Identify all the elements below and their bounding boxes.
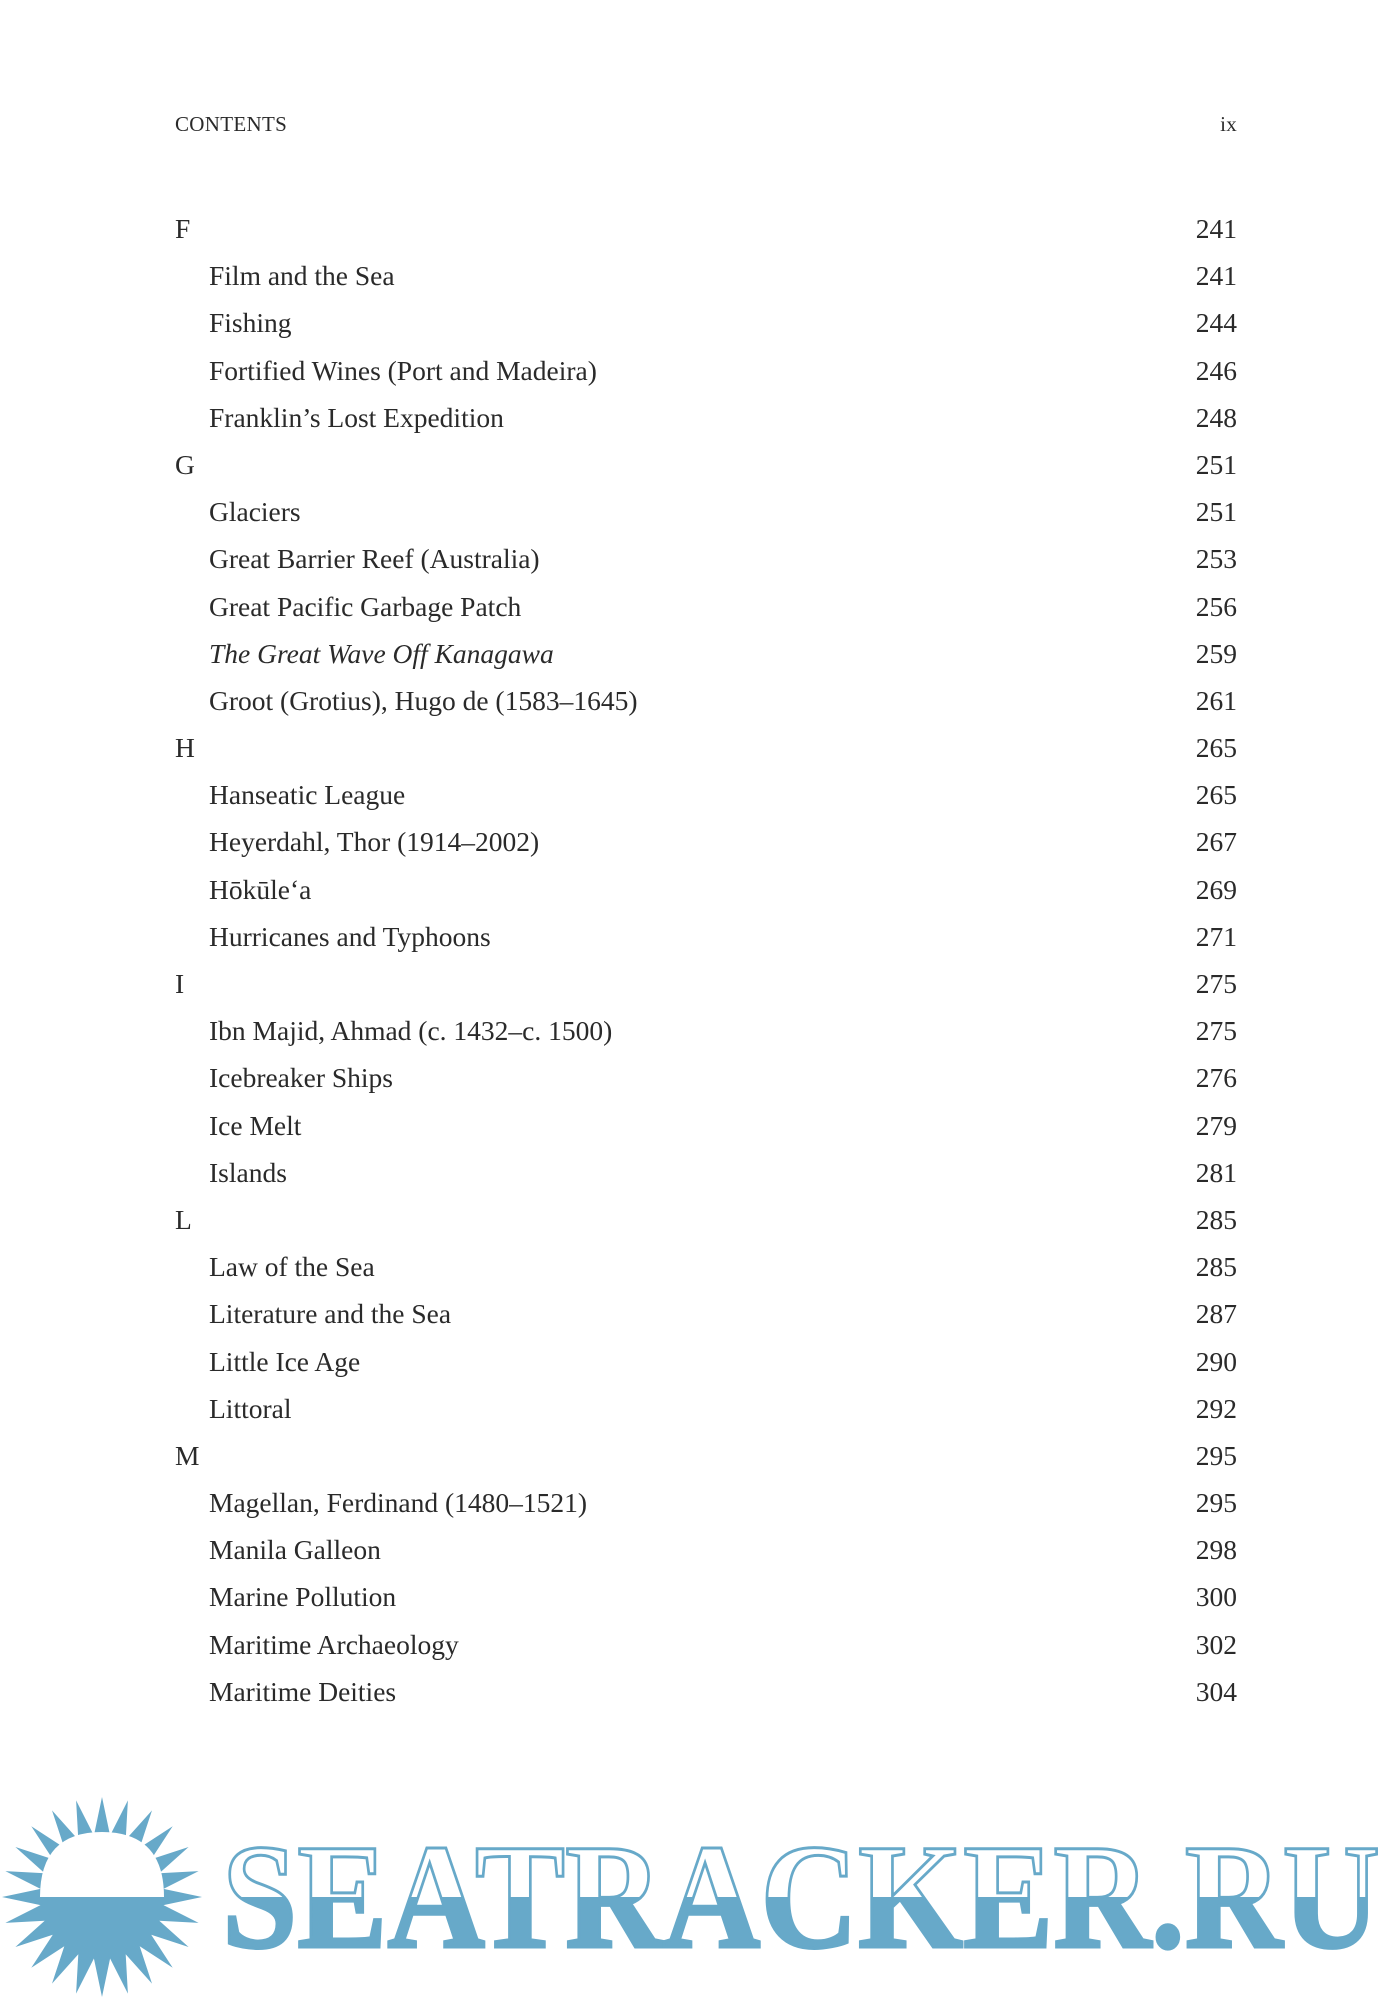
toc-entry [175, 1390, 1237, 1437]
entry-page: 253 [1195, 543, 1237, 575]
entry-page: 251 [1195, 496, 1237, 528]
table-of-contents [175, 210, 1237, 1720]
entry-title: Hanseatic League [209, 779, 406, 811]
entry-page: 259 [1195, 637, 1237, 669]
entry-title: Hōkūle‘a [209, 873, 312, 905]
entry-page: 256 [1195, 590, 1237, 622]
sun-icon [2, 1797, 202, 1997]
entry-title: Groot (Grotius), Hugo de (1583–1645) [209, 684, 638, 716]
entry-page: 267 [1195, 826, 1237, 858]
entry-page: 276 [1195, 1062, 1237, 1094]
entry-page: 251 [1195, 448, 1237, 480]
entry-page: 241 [1195, 260, 1237, 292]
toc-entry [175, 399, 1237, 446]
entry-page: 244 [1195, 307, 1237, 339]
entry-title: The Great Wave Off Kanagawa [209, 637, 554, 669]
entry-page: 271 [1195, 920, 1237, 952]
toc-entry [175, 918, 1237, 965]
toc-entry [175, 823, 1237, 870]
toc-entry [175, 1295, 1237, 1342]
entry-page: 287 [1195, 1298, 1237, 1330]
entry-page: 241 [1195, 213, 1237, 244]
entry-title: Marine Pollution [209, 1581, 397, 1613]
toc-section-heading [175, 965, 1237, 1012]
entry-title: Maritime Deities [209, 1675, 397, 1707]
entry-title: Manila Galleon [209, 1534, 381, 1566]
toc-entry [175, 1531, 1237, 1578]
toc-entry [175, 588, 1237, 635]
entry-page: 279 [1195, 1109, 1237, 1141]
toc-entry [175, 1248, 1237, 1295]
watermark-logo [0, 1790, 1400, 2000]
toc-entry [175, 257, 1237, 304]
entry-title: Maritime Archaeology [209, 1628, 459, 1660]
entry-page: 304 [1195, 1675, 1237, 1707]
entry-title: Hurricanes and Typhoons [209, 920, 491, 952]
toc-entry [175, 1626, 1237, 1673]
entry-page: 246 [1195, 354, 1237, 386]
toc-entry [175, 776, 1237, 823]
toc-section-heading [175, 1437, 1237, 1484]
entry-title: Ice Melt [209, 1109, 302, 1141]
entry-page: 295 [1195, 1439, 1237, 1471]
entry-title: F [175, 213, 191, 244]
entry-title: L [175, 1203, 192, 1235]
toc-section-heading [175, 1201, 1237, 1248]
entry-title: Glaciers [209, 496, 301, 528]
entry-title: Franklin’s Lost Expedition [209, 401, 504, 433]
entry-title: Literature and the Sea [209, 1298, 452, 1330]
entry-title: Littoral [209, 1392, 292, 1424]
entry-title: Heyerdahl, Thor (1914–2002) [209, 826, 540, 858]
entry-page: 290 [1195, 1345, 1237, 1377]
entry-page: 302 [1195, 1628, 1237, 1660]
toc-entry [175, 1059, 1237, 1106]
entry-title: Icebreaker Ships [209, 1062, 394, 1094]
entry-page: 269 [1195, 873, 1237, 905]
toc-entry [175, 871, 1237, 918]
toc-entry [175, 682, 1237, 729]
page-number: ix [1220, 112, 1237, 136]
entry-title: Magellan, Ferdinand (1480–1521) [209, 1487, 588, 1519]
entry-title: H [175, 732, 195, 764]
watermark-text: SEATRACKER.RU [222, 1814, 1380, 1980]
entry-page: 248 [1195, 401, 1237, 433]
entry-page: 265 [1195, 732, 1237, 764]
toc-entry [175, 304, 1237, 351]
toc-entry [175, 352, 1237, 399]
toc-entry [175, 1107, 1237, 1154]
entry-title: I [175, 968, 185, 999]
toc-entry [175, 635, 1237, 682]
toc-entry [175, 1343, 1237, 1390]
entry-page: 261 [1195, 684, 1237, 716]
entry-title: Great Pacific Garbage Patch [209, 590, 522, 622]
toc-section-heading [175, 210, 1237, 257]
entry-title: M [175, 1439, 200, 1471]
running-header-title: CONTENTS [175, 112, 288, 136]
toc-entry [175, 1012, 1237, 1059]
toc-entry [175, 1484, 1237, 1531]
toc-entry [175, 493, 1237, 540]
entry-title: Little Ice Age [209, 1345, 361, 1377]
entry-title: Ibn Majid, Ahmad (c. 1432–c. 1500) [209, 1015, 613, 1047]
toc-section-heading [175, 446, 1237, 493]
entry-page: 292 [1195, 1392, 1237, 1424]
entry-title: Islands [209, 1156, 287, 1188]
entry-page: 295 [1195, 1487, 1237, 1519]
entry-page: 275 [1195, 1015, 1237, 1047]
entry-page: 285 [1195, 1203, 1237, 1235]
entry-page: 281 [1195, 1156, 1237, 1188]
entry-page: 275 [1195, 968, 1237, 999]
toc-entry [175, 540, 1237, 587]
toc-section-heading [175, 729, 1237, 776]
entry-page: 265 [1195, 779, 1237, 811]
toc-entry [175, 1673, 1237, 1720]
entry-title: Fortified Wines (Port and Madeira) [209, 354, 597, 386]
entry-title: Fishing [209, 307, 292, 339]
entry-title: Film and the Sea [209, 260, 395, 292]
toc-entry [175, 1154, 1237, 1201]
entry-page: 285 [1195, 1251, 1237, 1283]
sun-disc [40, 1832, 164, 1897]
entry-page: 300 [1195, 1581, 1237, 1613]
entry-title: G [175, 448, 195, 480]
entry-title: Great Barrier Reef (Australia) [209, 543, 540, 575]
entry-title: Law of the Sea [209, 1251, 375, 1283]
toc-entry [175, 1578, 1237, 1625]
entry-page: 298 [1195, 1534, 1237, 1566]
